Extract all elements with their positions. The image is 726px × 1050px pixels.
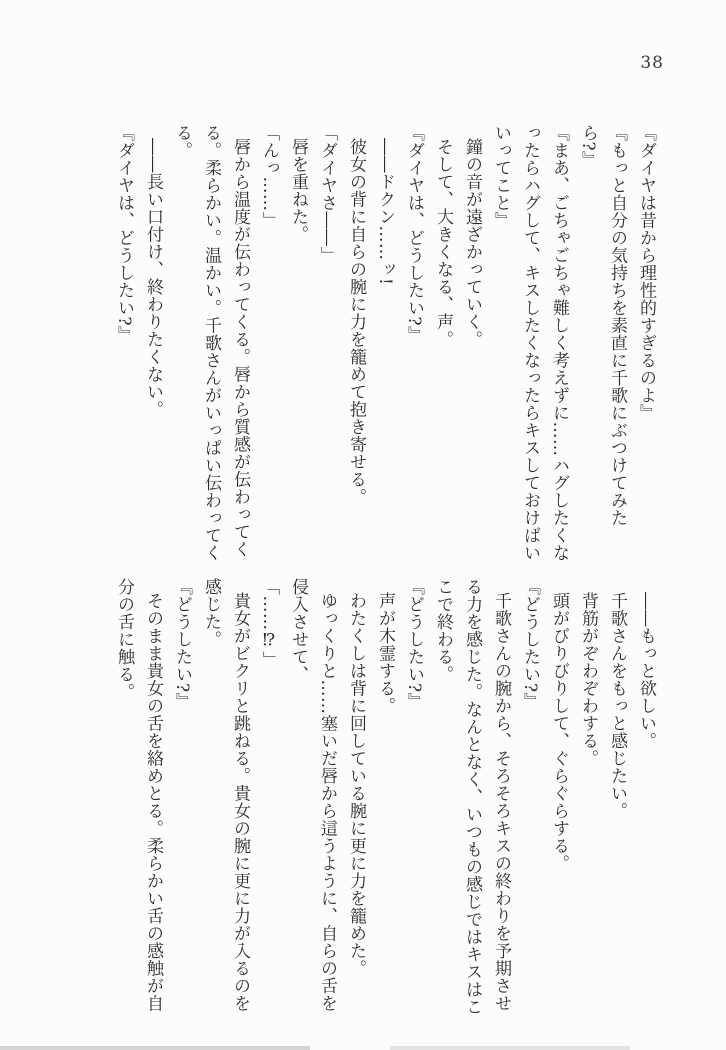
text-column: ら?』 (578, 124, 598, 169)
text-column: 「……⁉」 (259, 578, 279, 669)
text-column: わたくしは背に回している腕に更に力を籠めた。 (346, 592, 366, 977)
text-column: 『もっと自分の気持ちを素直に千歌にぶつけてみた (607, 124, 627, 527)
text-column: こで終わる。 (433, 578, 453, 683)
text-column: 『ダイヤは、どうしたい?』 (114, 124, 134, 344)
text-column: 「ダイヤさ――」 (317, 124, 337, 264)
text-column: る。 (172, 124, 192, 159)
text-band-top (109, 124, 660, 562)
text-column: 貴女がビクリと跳ねる。貴女の腕に更に力が入るのを (230, 592, 250, 1012)
text-column: 感じた。 (201, 578, 221, 648)
text-column: ――ドクン……ッ! (375, 138, 395, 286)
text-column: 分の舌に触る。 (114, 578, 134, 701)
text-column: 千歌さんの腕から、そろそろキスの終わりを予期させ (491, 592, 511, 1012)
page-number: 38 (640, 53, 664, 73)
text-column: そして、大きくなる、声。 (433, 138, 453, 348)
text-column: ゆっくりと……塞いだ唇から這うように、自らの舌を (317, 592, 337, 1012)
text-column: 鐘の音が遠ざかっていく。 (462, 138, 482, 348)
text-column: 『どうしたい?』 (172, 578, 192, 711)
text-column: 千歌さんをもっと感じたい。 (607, 592, 627, 820)
text-column: そのまま貴女の舌を絡めとる。柔らかい舌の感触が自 (143, 592, 163, 1012)
text-column: 唇から温度が伝わってくる。唇から質感が伝わってく (230, 138, 250, 558)
text-band-bottom (109, 578, 660, 1016)
text-column: る。柔らかい。温かい。千歌さんがいっぱい伝わってく (201, 124, 221, 562)
scan-edge-artifact (390, 1046, 630, 1050)
text-column: る力を感じた。なんとなく、いつもの感じではキスはこ (462, 578, 482, 1016)
text-column: 「んっ……」 (259, 124, 279, 229)
text-column: 唇を重ねた。 (288, 138, 308, 243)
text-column: 『ダイヤは昔から理性的すぎるのよ』 (636, 124, 656, 422)
text-column: ――長い口付け、終わりたくない。 (143, 138, 163, 418)
text-column: 声が木霊する。 (375, 592, 395, 715)
text-column: 彼女の背に自らの腕に力を籠めて抱き寄せる。 (346, 138, 366, 506)
text-column: ったらハグして、キスしたくなったらキスしておけばい (520, 124, 540, 562)
text-column: 『どうしたい?』 (404, 578, 424, 711)
text-column: ――もっと欲しい。 (636, 592, 656, 750)
scan-edge-artifact (0, 1046, 310, 1050)
text-column: 背筋がぞわぞわする。 (578, 592, 598, 767)
text-column: 『どうしたい?』 (520, 578, 540, 711)
text-column: 『まあ、ごちゃごちゃ難しく考えずに……ハグしたくな (549, 124, 569, 562)
text-column: 『ダイヤは、どうしたい?』 (404, 124, 424, 344)
text-column: 侵入させて、 (288, 578, 308, 683)
text-column: いってこと』 (491, 124, 511, 229)
text-column: 頭がびりびりして、ぐらぐらする。 (549, 592, 569, 872)
